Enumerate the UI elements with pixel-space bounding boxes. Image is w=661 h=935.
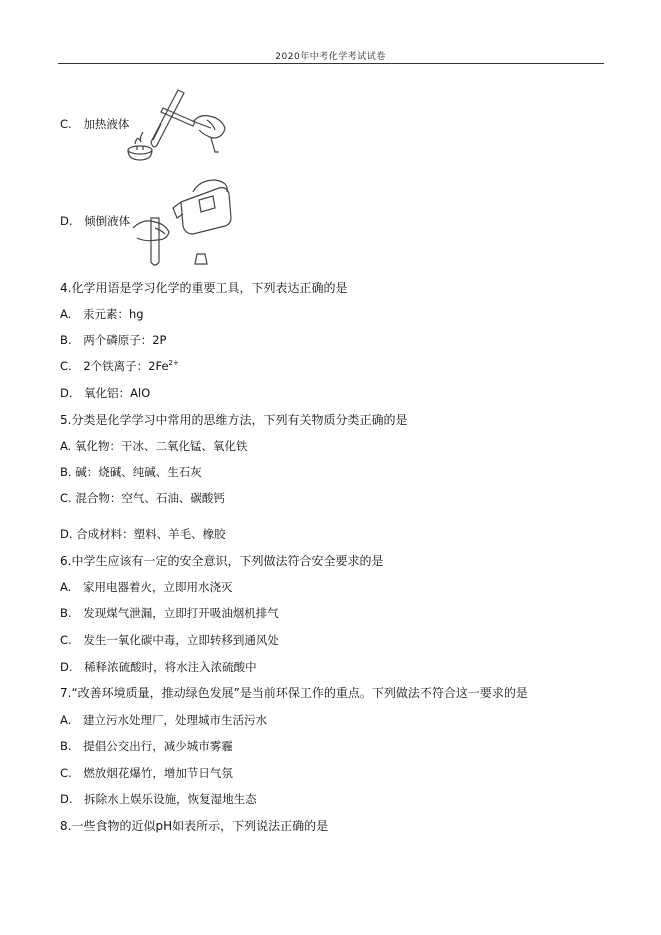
option-c-heating <box>60 117 129 131</box>
option-text: 倾倒液体 <box>84 214 131 228</box>
q7-option-a: A. 建立污水处理厂，处理城市生活污水 <box>60 713 267 727</box>
q4-option-b: B. 两个磷原子：2P <box>60 333 167 347</box>
q4-option-a: A. 汞元素：hg <box>60 307 144 321</box>
q6-option-c: C. 发生一氧化碳中毒，立即转移到通风处 <box>60 633 279 647</box>
page-header: 2020年中考化学考试试卷 <box>275 52 386 62</box>
option-text: 加热液体 <box>83 117 130 131</box>
question-4-stem: 4.化学用语是学习化学的重要工具，下列表达正确的是 <box>60 281 348 295</box>
q7-option-b: B. 提倡公交出行，减少城市雾霾 <box>60 739 233 753</box>
question-7-stem: 7.“改善环境质量，推动绿色发展”是当前环保工作的重点。下列做法不符合这一要求的是 <box>60 686 528 700</box>
q5-option-d: D. 合成材料：塑料、羊毛、橡胶 <box>60 527 226 541</box>
charge-superscript: 2+ <box>168 359 179 367</box>
option-letter: C. <box>60 117 72 131</box>
q7-option-c: C. 燃放烟花爆竹，增加节日气氛 <box>60 766 233 780</box>
q5-option-a: A. 氧化物：干冰、二氧化锰、氧化铁 <box>60 439 248 453</box>
option-d-pouring <box>60 214 130 228</box>
q4-option-d: D. 氧化铝：AlO <box>60 386 151 400</box>
question-8-stem: 8.一些食物的近似pH如表所示，下列说法正确的是 <box>60 819 329 833</box>
q6-option-b: B. 发现煤气泄漏，立即打开吸油烟机排气 <box>60 606 279 620</box>
q5-option-c: C. 混合物：空气、石油、碳酸钙 <box>60 491 225 505</box>
question-5-stem: 5.分类是化学学习中常用的思维方法，下列有关物质分类正确的是 <box>60 413 408 427</box>
q4-option-c: C. 2个铁离子：$2Fe^{2+}$ <box>60 359 179 373</box>
q6-option-a: A. 家用电器着火，立即用水浇灭 <box>60 580 233 594</box>
pouring-liquid-icon <box>133 178 233 270</box>
q7-option-d: D. 拆除水上娱乐设施，恢复湿地生态 <box>60 792 257 806</box>
option-letter: D. <box>60 214 73 228</box>
question-6-stem: 6.中学生应该有一定的安全意识，下列做法符合安全要求的是 <box>60 554 384 568</box>
q6-option-d: D. 稀释浓硫酸时，将水注入浓硫酸中 <box>60 660 257 674</box>
header-rule <box>58 63 604 64</box>
heating-liquid-icon <box>123 82 231 162</box>
q5-option-b: B. 碱：烧碱、纯碱、生石灰 <box>60 465 202 479</box>
